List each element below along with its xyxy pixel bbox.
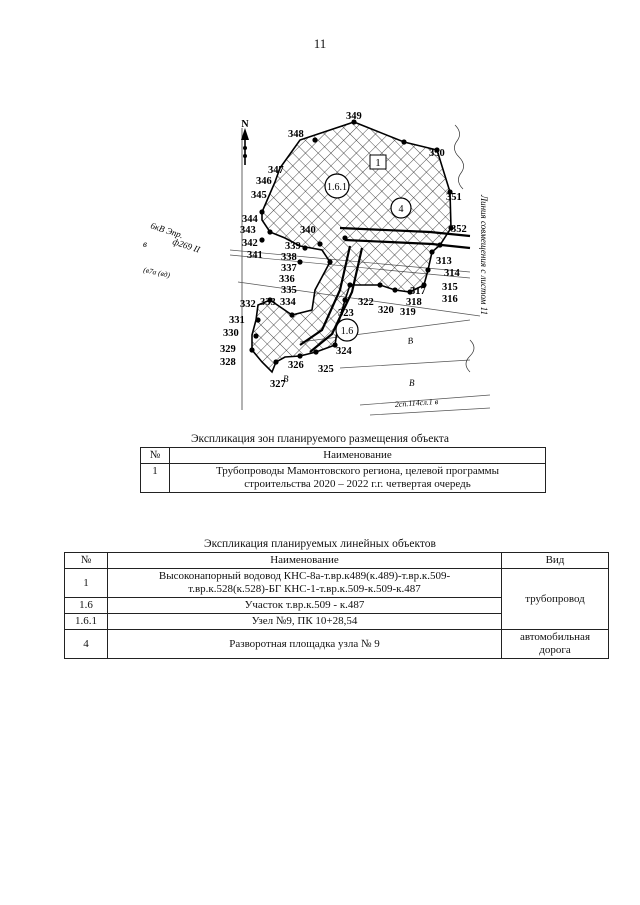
objects-table — [64, 552, 609, 659]
point-label: 314 — [444, 268, 460, 279]
point-label: 345 — [251, 190, 267, 201]
point-label: 350 — [429, 148, 445, 159]
point-label: 334 — [280, 297, 296, 308]
objects-row-name: Разворотная площадка узла № 9 — [108, 630, 502, 659]
point-label: 333 — [260, 297, 276, 308]
point-label: 351 — [446, 192, 462, 203]
zones-table-caption: Экспликация зон планируемого размещения объекта — [190, 433, 450, 445]
line-label: (в7а (вд) — [142, 265, 171, 280]
point-label: 352 — [451, 224, 467, 235]
zones-row-name-line2: строительства 2020 – 2022 г.г. четвертая очередь — [244, 478, 471, 490]
point-label: 346 — [256, 176, 272, 187]
point-label: 320 — [378, 305, 394, 316]
objects-row-kind-line1: автомобильная — [519, 631, 591, 643]
line-label: В — [283, 374, 289, 384]
point-label: 318 — [406, 297, 422, 308]
point-label: 330 — [223, 328, 239, 339]
point-label: 341 — [247, 250, 263, 261]
table-row — [141, 464, 546, 493]
object-label-1.6: 1.6 — [340, 326, 354, 337]
north-letter: N — [241, 119, 249, 130]
objects-kind-merged: трубопровод — [502, 569, 609, 630]
objects-row-name: Участок т.вр.к.509 - к.487 — [108, 598, 502, 614]
line-label: 6кВ Эпр. — [149, 220, 185, 241]
objects-table-caption: Экспликация планируемых линейных объектов — [204, 538, 436, 550]
page-number: 11 — [313, 36, 327, 51]
point-label: 322 — [358, 297, 374, 308]
point-label: 313 — [436, 256, 452, 267]
zones-row-name — [170, 464, 546, 493]
point-label: 326 — [288, 360, 304, 371]
objects-row-no: 1 — [65, 569, 108, 598]
point-label: 337 — [281, 263, 297, 274]
table-row — [65, 569, 609, 598]
point-label: 327 — [270, 379, 286, 390]
objects-row-name-line2: т.вр.к.528(к.528)-БГ КНС-1-т.вр.к.509-к.509-к.487 — [188, 583, 421, 595]
objects-row-kind — [502, 630, 609, 659]
point-label: 332 — [240, 299, 256, 310]
objects-header-kind: Вид — [502, 553, 609, 569]
site-plan-map — [0, 0, 640, 440]
line-label: B — [406, 335, 414, 346]
point-label: 348 — [288, 129, 304, 140]
point-label: 324 — [336, 346, 352, 357]
zones-row-no: 1 — [141, 464, 170, 493]
point-label: 319 — [400, 307, 416, 318]
line-label: ф269 II — [171, 236, 202, 255]
objects-row-name — [108, 569, 502, 598]
point-label: 329 — [220, 344, 236, 355]
point-label: 328 — [220, 357, 236, 368]
point-label: 336 — [279, 274, 295, 285]
point-label: 317 — [410, 286, 426, 297]
zones-header-name: Наименование — [170, 448, 546, 464]
point-label: 331 — [229, 315, 245, 326]
point-label: 335 — [281, 285, 297, 296]
objects-row-no: 1.6 — [65, 598, 108, 614]
point-label: 347 — [268, 165, 284, 176]
objects-row-name: Узел №9, ПК 10+28,54 — [108, 614, 502, 630]
objects-header-no: № — [65, 553, 108, 569]
line-label: в — [143, 239, 147, 249]
point-label: 338 — [281, 252, 297, 263]
point-label: 340 — [300, 225, 316, 236]
point-label: 323 — [338, 308, 354, 319]
point-label: 316 — [442, 294, 458, 305]
objects-row-no: 4 — [65, 630, 108, 659]
side-label: Линия совмещения с листом 11 — [479, 195, 489, 315]
object-label-1.6.1: 1.6.1 — [327, 182, 347, 193]
objects-row-kind-line2: дорога — [539, 644, 571, 656]
point-label: 349 — [346, 111, 362, 122]
point-label: 343 — [240, 225, 256, 236]
point-label: 325 — [318, 364, 334, 375]
objects-header-name: Наименование — [108, 553, 502, 569]
zones-header-no: № — [141, 448, 170, 464]
line-label: 2сп.114cл.1 в — [394, 396, 439, 409]
line-label: B — [409, 378, 415, 388]
zone-label: 1 — [375, 157, 381, 169]
point-label: 344 — [242, 214, 258, 225]
point-label: 339 — [285, 241, 301, 252]
objects-row-no: 1.6.1 — [65, 614, 108, 630]
object-label-4: 4 — [398, 204, 404, 215]
zones-table — [140, 447, 546, 493]
zones-row-name-line1: Трубопроводы Мамонтовского региона, целевой программы — [215, 465, 500, 477]
point-label: 342 — [242, 238, 258, 249]
objects-row-name-line1: Высоконапорный водовод КНС-8а-т.вр.к489(к.489)-т.вр.к.509- — [158, 570, 451, 582]
table-row — [65, 630, 609, 659]
point-label: 315 — [442, 282, 458, 293]
